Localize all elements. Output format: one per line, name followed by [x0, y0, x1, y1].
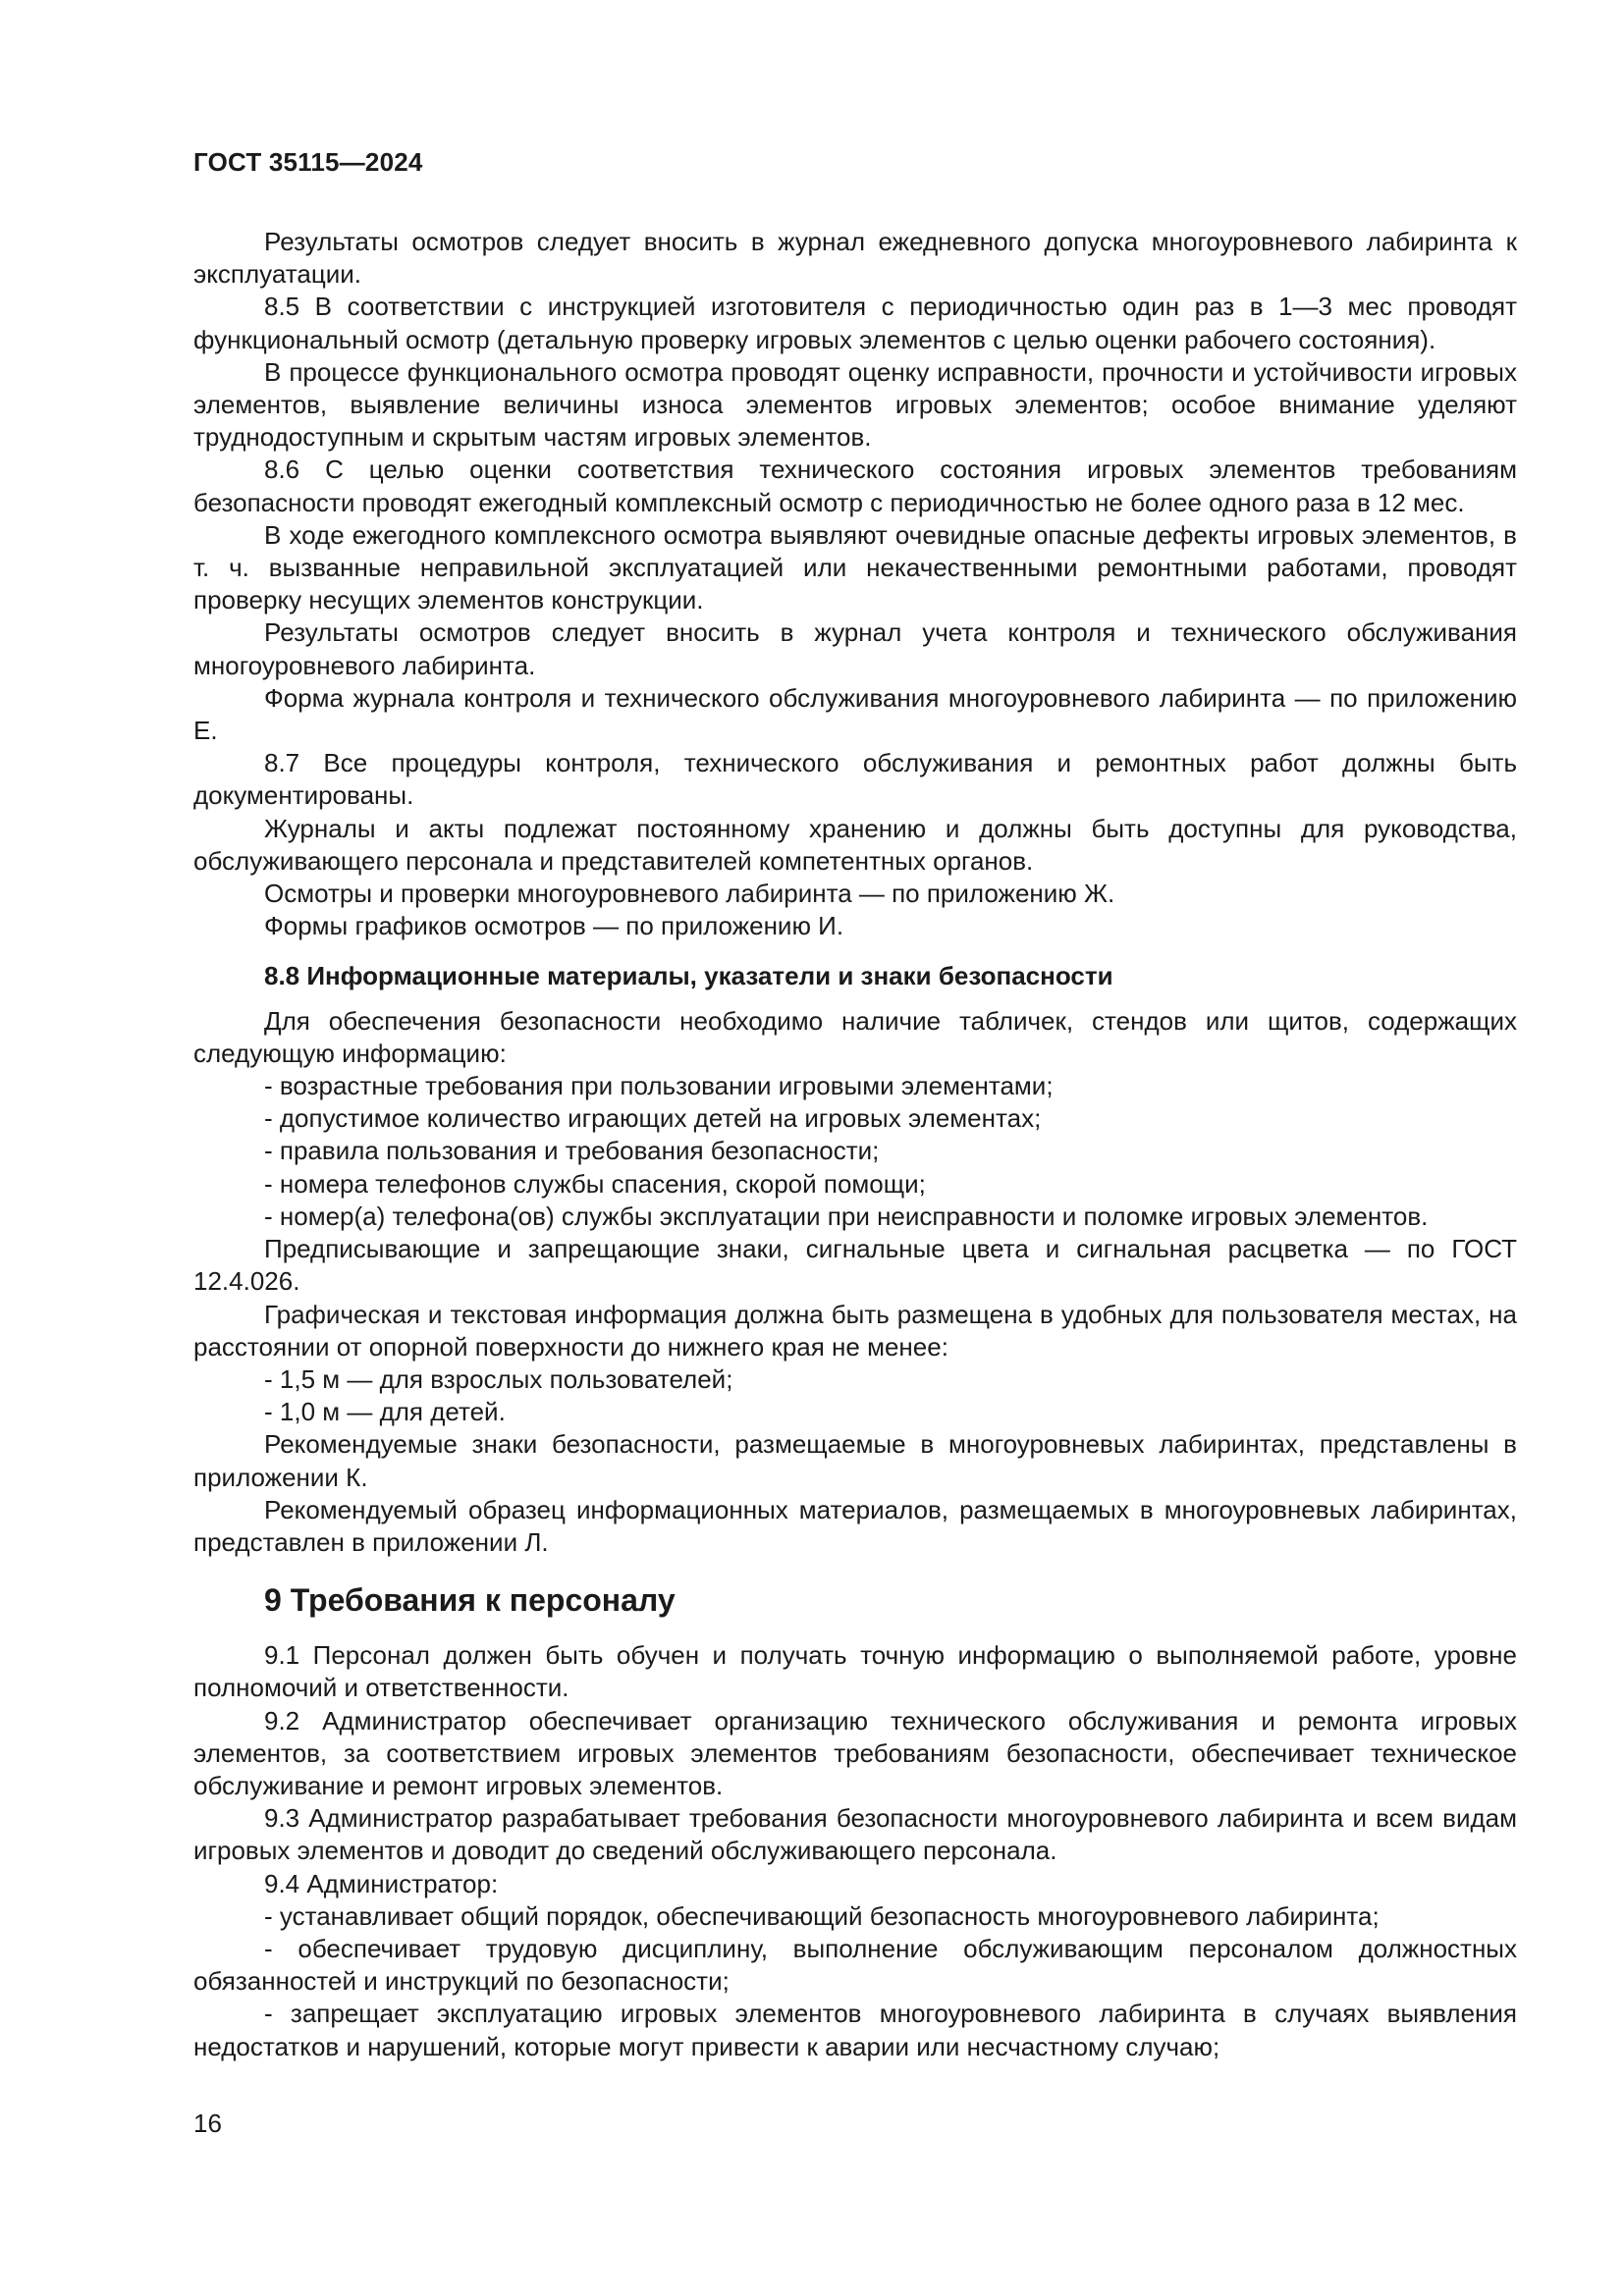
list-item: - 1,5 м — для взрослых пользователей;	[264, 1363, 733, 1394]
section-heading-9: 9 Требования к персоналу	[264, 1582, 676, 1619]
list-item: - 1,0 м — для детей.	[264, 1397, 506, 1427]
paragraph: Форма журнала контроля и технического обслуживания многоуровневого лабиринта — по приложению Е.	[193, 682, 1517, 746]
subsection-heading-8-8: 8.8 Информационные материалы, указатели и знаки безопасности	[264, 961, 1113, 991]
list-item: - запрещает эксплуатацию игровых элементов многоуровневого лабиринта в случаях выявления недостатков и нарушений, которые могут привести к аварии или несчастному случаю;	[193, 1999, 1517, 2061]
paragraph: Результаты осмотров следует вносить в журнал ежедневного допуска многоуровневого лабиринта к эксплуатации.	[193, 227, 1517, 290]
document-header: ГОСТ 35115—2024	[193, 147, 423, 177]
paragraph-9-3: 9.3 Администратор разрабатывает требования безопасности многоуровневого лабиринта и всем видам игровых элементов и доводит до сведений обслуживающего персонала.	[193, 1803, 1517, 1866]
paragraph: Рекомендуемый образец информационных материалов, размещаемых в многоуровневых лабиринтах, представлен в приложении Л.	[193, 1494, 1517, 1557]
paragraph: Журналы и акты подлежат постоянному хранению и должны быть доступны для руководства, обслуживающего персонала и представителей компетентных органов.	[193, 813, 1517, 876]
paragraph: Результаты осмотров следует вносить в журнал учета контроля и технического обслуживания многоуровневого лабиринта.	[193, 617, 1517, 680]
paragraph: Рекомендуемые знаки безопасности, размещаемые в многоуровневых лабиринтах, представлены в приложении К.	[193, 1429, 1517, 1492]
paragraph-8-6: 8.6 С целью оценки соответствия технического состояния игровых элементов требованиям безопасности проводят ежегодный комплексный осмотр с периодичностью не более одного раза в 12 мес.	[193, 454, 1517, 517]
paragraph-8-7: 8.7 Все процедуры контроля, технического обслуживания и ремонтных работ должны быть документированы.	[193, 748, 1517, 811]
paragraph: Для обеспечения безопасности необходимо наличие табличек, стендов или щитов, содержащих следующую информацию:	[193, 1005, 1517, 1068]
list-item: - номера телефонов службы спасения, скорой помощи;	[264, 1168, 926, 1199]
paragraph: Графическая и текстовая информация должна быть размещена в удобных для пользователя местах, на расстоянии от опорной поверхности до нижнего края не менее:	[193, 1299, 1517, 1362]
list-item: - обеспечивает трудовую дисциплину, выполнение обслуживающим персоналом должностных обязанностей и инструкций по безопасности;	[193, 1933, 1517, 1997]
list-item: - устанавливает общий порядок, обеспечивающий безопасность многоуровневого лабиринта;	[264, 1900, 1380, 1931]
paragraph-9-4: 9.4 Администратор:	[264, 1868, 499, 1898]
document-body	[193, 226, 1517, 2063]
list-item: - возрастные требования при пользовании игровыми элементами;	[264, 1071, 1054, 1101]
paragraph: Формы графиков осмотров — по приложению И.	[264, 911, 844, 941]
paragraph: В ходе ежегодного комплексного осмотра выявляют очевидные опасные дефекты игровых элементов, в т. ч. вызванные неправильной эксплуатацией или некачественными ремонтными работами, проводят проверку несущих элементов конструкции.	[193, 519, 1517, 615]
page-number: 16	[193, 2109, 222, 2138]
paragraph-9-2: 9.2 Администратор обеспечивает организацию технического обслуживания и ремонта игровых элементов, за соответствием игровых элементов требованиям безопасности, обеспечивает техническое обслуживание и ремонт игровых элементов.	[193, 1705, 1517, 1800]
list-item: - допустимое количество играющих детей на игровых элементах;	[264, 1103, 1042, 1134]
paragraph: Осмотры и проверки многоуровневого лабиринта — по приложению Ж.	[264, 879, 1115, 909]
paragraph: В процессе функционального осмотра проводят оценку исправности, прочности и устойчивости игровых элементов, выявление величины износа элементов игровых элементов; особое внимание уделяют труднодоступным и скрытым частям игровых элементов.	[193, 356, 1517, 453]
paragraph-9-1: 9.1 Персонал должен быть обучен и получать точную информацию о выполняемой работе, уровне полномочий и ответственности.	[193, 1640, 1517, 1703]
paragraph-8-5: 8.5 В соответствии с инструкцией изготовителя с периодичностью один раз в 1—3 мес проводят функциональный осмотр (детальную проверку игровых элементов с целью оценки рабочего состояния).	[193, 292, 1517, 354]
paragraph: Предписывающие и запрещающие знаки, сигнальные цвета и сигнальная расцветка — по ГОСТ 12.4.026.	[193, 1234, 1517, 1297]
list-item: - правила пользования и требования безопасности;	[264, 1136, 880, 1166]
list-item: - номер(а) телефона(ов) службы эксплуатации при неисправности и поломке игровых элементов.	[264, 1201, 1429, 1231]
